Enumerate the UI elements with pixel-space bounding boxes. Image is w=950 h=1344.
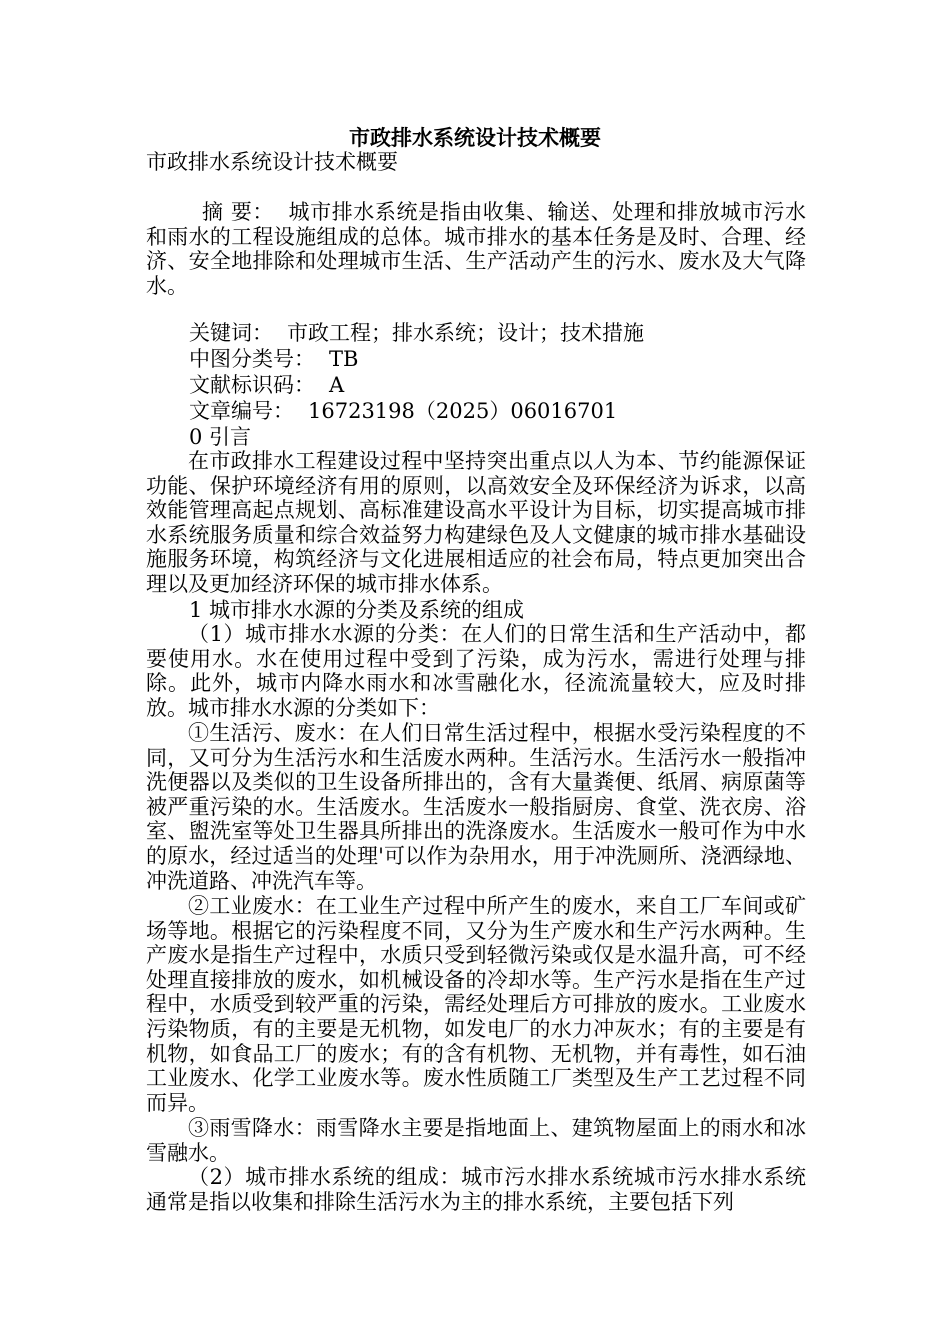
document-title: 市政排水系统设计技术概要 [349, 125, 601, 150]
abstract-text: 城市排水系统是指由收集、输送、处理和排放城市污水和雨水的工程设施组成的总体。城市排水的基本任务是及时、合理、经济、安全地排除和处理城市生活、生产活动产生的污水、废水及大气降水。 [146, 200, 806, 298]
article-no-line [189, 399, 617, 424]
doc-code-label: 文献标识码： [189, 373, 315, 397]
document-subtitle: 市政排水系统设计技术概要 [146, 150, 398, 174]
abstract-label: 摘 要： [202, 200, 275, 224]
article-no-label: 文章编号： [189, 399, 294, 423]
section-1-paragraph-3: ②工业废水：在工业生产过程中所产生的废水，来自工厂车间或矿场等地。根据它的污染程度不同，又分为生产废水和生产污水两种。生产废水是指生产过程中，水质只受到轻微污染或仅是水温升高，可不经处理直接排放的废水，如机械设备的冷却水等。生产污水是指在生产过程中，水质受到较严重的污染，需经处理后方可排放的废水。工业废水污染物质，有的主要是无机物，如发电厂的水力冲灰水；有的主要是有机物，如食品工厂的废水；有的含有机物、无机物，并有毒性，如石油工业废水、化学工业废水等。废水性质随工厂类型及生产工艺过程不同而异。 [146, 894, 806, 1115]
doc-code-line [189, 373, 344, 398]
section-0-heading: 0 引言 [189, 425, 252, 449]
clc-label: 中图分类号： [189, 347, 315, 371]
section-1-paragraph-5: （2）城市排水系统的组成：城市污水排水系统城市污水排水系统通常是指以收集和排除生活污水为主的排水系统，主要包括下列 [146, 1165, 806, 1214]
article-no-value: 16723198（2025）06016701 [308, 399, 618, 423]
keywords-line [189, 321, 644, 346]
abstract-paragraph [146, 200, 806, 298]
section-1-paragraph-2: ①生活污、废水：在人们日常生活过程中，根据水受污染程度的不同，又可分为生活污水和生活废水两种。生活污水。生活污水一般指冲洗便器以及类似的卫生设备所排出的，含有大量粪便、纸屑、病原菌等被严重污染的水。生活废水。生活废水一般指厨房、食堂、洗衣房、浴室、盥洗室等处卫生器具所排出的洗涤废水。生活废水一般可作为中水的原水，经过适当的处理'可以作为杂用水，用于冲洗厕所、浇洒绿地、冲洗道路、冲洗汽车等。 [146, 721, 806, 893]
keywords-label: 关键词： [189, 321, 273, 345]
clc-value: TB [329, 347, 359, 371]
section-1-paragraph-4: ③雨雪降水：雨雪降水主要是指地面上、建筑物屋面上的雨水和冰雪融水。 [146, 1116, 806, 1165]
section-1-paragraph-1: （1）城市排水水源的分类：在人们的日常生活和生产活动中，都要使用水。水在使用过程中受到了污染，成为污水，需进行处理与排除。此外，城市内降水雨水和冰雪融化水，径流流量较大，应及时排放。城市排水水源的分类如下： [146, 622, 806, 720]
section-0-paragraph: 在市政排水工程建设过程中坚持突出重点以人为本、节约能源保证功能、保护环境经济有用的原则，以高效安全及环保经济为诉求，以高效能管理高起点规划、高标准建设高水平设计为目标，切实提高城市排水系统服务质量和综合效益努力构建绿色及人文健康的城市排水基础设施服务环境，构筑经济与文化进展相适应的社会布局，特点更加突出合理以及更加经济环保的城市排水体系。 [146, 449, 806, 596]
section-1-heading: 1 城市排水水源的分类及系统的组成 [189, 598, 525, 622]
keywords-value: 市政工程；排水系统；设计；技术措施 [287, 321, 644, 345]
clc-line [189, 347, 358, 372]
doc-code-value: A [329, 373, 345, 397]
